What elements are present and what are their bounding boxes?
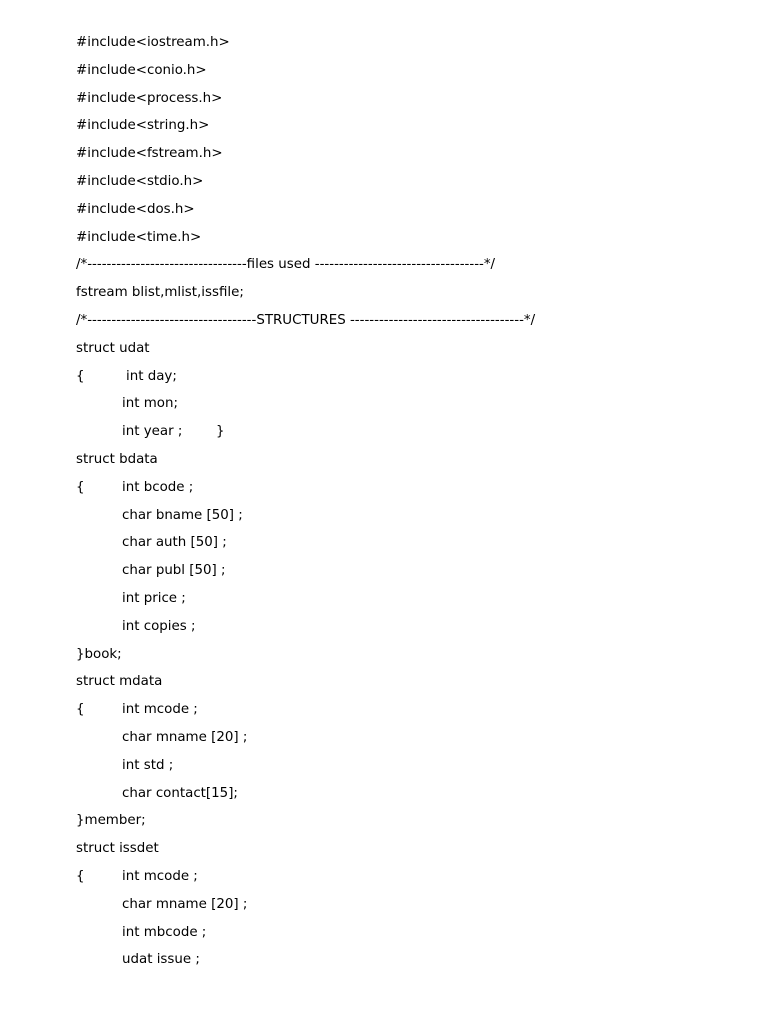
code-line	[76, 613, 756, 641]
code-line	[76, 29, 756, 57]
code-line	[76, 946, 756, 974]
code-text: struct bdata	[76, 451, 158, 467]
code-text: struct issdet	[76, 841, 159, 857]
code-text: int mcode ;	[122, 868, 198, 884]
code-line	[76, 502, 756, 530]
code-line	[76, 224, 756, 252]
code-line	[76, 196, 756, 224]
code-line	[76, 807, 756, 835]
code-text: fstream blist,mlist,issfile;	[76, 285, 244, 301]
code-text: #include<iostream.h>	[76, 35, 230, 50]
code-text: #include<dos.h>	[76, 201, 195, 217]
code-line	[76, 696, 756, 724]
code-text: char bname [50] ;	[122, 507, 243, 523]
code-line	[76, 418, 756, 446]
code-text: struct udat	[76, 340, 150, 356]
code-text: char mname [20] ;	[122, 896, 248, 912]
code-line	[76, 752, 756, 780]
code-text: int day;	[126, 368, 177, 384]
code-text: int mon;	[122, 396, 178, 412]
code-text: }member;	[76, 813, 146, 829]
code-text: #include<string.h>	[76, 118, 210, 134]
code-line	[76, 251, 756, 279]
code-line	[76, 863, 756, 891]
code-text: int copies ;	[122, 618, 196, 634]
code-text: char mname [20] ;	[122, 729, 248, 745]
code-line	[76, 835, 756, 863]
code-listing	[76, 29, 756, 974]
code-line	[76, 279, 756, 307]
code-line	[76, 363, 756, 391]
code-text: int price ;	[122, 590, 186, 606]
code-text: int std ;	[122, 757, 174, 773]
code-text: {	[76, 868, 85, 884]
code-text: int year ;	[122, 424, 183, 440]
code-text: /*-----------------------------------STRUCTURES ------------------------------------*/	[76, 312, 536, 328]
code-text: char auth [50] ;	[122, 535, 227, 551]
code-text: /*---------------------------------files used -----------------------------------*/	[76, 257, 496, 273]
code-line	[76, 335, 756, 363]
code-text: char contact[15];	[122, 785, 238, 801]
code-line	[76, 891, 756, 919]
code-text: int mcode ;	[122, 702, 198, 718]
code-line	[76, 474, 756, 502]
code-text: {	[76, 702, 85, 718]
code-line	[76, 585, 756, 613]
code-line	[76, 668, 756, 696]
code-text: int mbcode ;	[122, 924, 207, 940]
code-text: #include<conio.h>	[76, 62, 207, 78]
code-line	[76, 112, 756, 140]
code-line	[76, 85, 756, 113]
code-text: #include<process.h>	[76, 90, 223, 106]
code-text: }book;	[76, 646, 122, 662]
code-line	[76, 446, 756, 474]
code-line	[76, 390, 756, 418]
code-text: #include<time.h>	[76, 229, 202, 245]
code-line	[76, 57, 756, 85]
code-line	[76, 641, 756, 669]
code-text: }	[216, 424, 225, 440]
code-line	[76, 140, 756, 168]
code-text: #include<fstream.h>	[76, 146, 223, 162]
code-line	[76, 724, 756, 752]
code-line	[76, 168, 756, 196]
code-line	[76, 780, 756, 808]
code-line	[76, 307, 756, 335]
code-text: udat issue ;	[122, 952, 200, 968]
code-text: {	[76, 368, 85, 384]
code-text: #include<stdio.h>	[76, 173, 204, 189]
code-text: {	[76, 479, 85, 495]
code-line	[76, 919, 756, 947]
code-line	[76, 529, 756, 557]
code-text: int bcode ;	[122, 479, 194, 495]
code-line	[76, 557, 756, 585]
code-text: struct mdata	[76, 674, 163, 690]
code-text: char publ [50] ;	[122, 563, 226, 579]
